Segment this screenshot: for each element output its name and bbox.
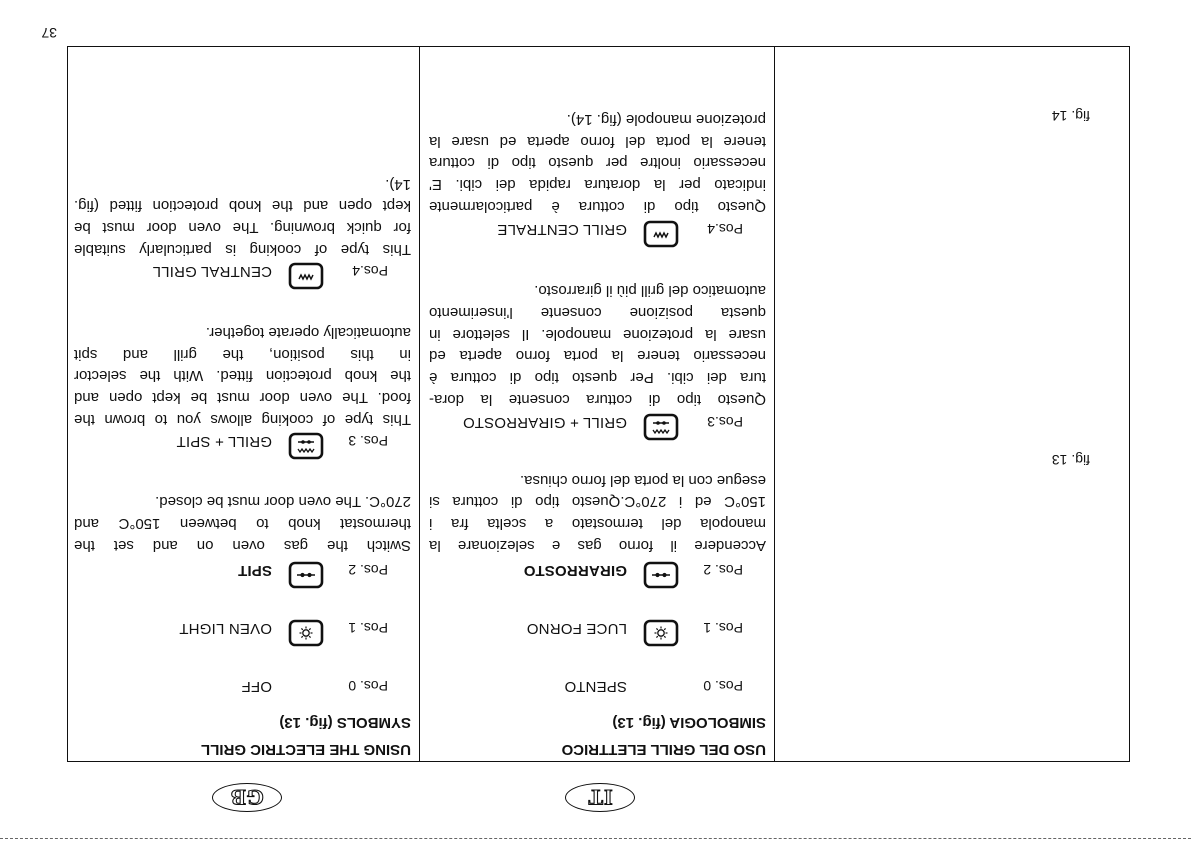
- paragraph-line: necessario inoltre per questo tipo di cottura: [429, 154, 766, 172]
- paragraph-line: 14).: [385, 175, 411, 193]
- position-4-description: [74, 173, 411, 260]
- position-label: GRILL CENTRALE: [497, 221, 627, 238]
- paragraph-line: food. The oven door must be kept open and: [74, 389, 411, 407]
- position-label: SPIT: [237, 562, 272, 579]
- paragraph-line: the knob protection fitted. With the selector: [74, 367, 411, 385]
- position-4-description: [429, 108, 766, 217]
- spit-icon: [288, 561, 324, 589]
- position-4-row: [420, 220, 775, 248]
- grill-spit-icon: [643, 413, 679, 441]
- paragraph-line: 270°C. The oven door must be closed.: [155, 493, 411, 511]
- paragraph-line: tura dei cibi. Per questo tipo di cottura è: [429, 369, 766, 387]
- paragraph-line: Questo tipo di cottura consente la dora-: [429, 391, 766, 408]
- paragraph-line: protezione manopole (fig. 14).: [566, 110, 766, 128]
- position-1-row: [65, 619, 420, 647]
- position-number: Pos. 3: [348, 433, 388, 449]
- italian-column: [420, 46, 775, 762]
- central-grill-icon: [288, 262, 324, 290]
- position-4-row: [65, 262, 420, 290]
- paragraph-line: tenere la porta del forno aperta ed usare la: [429, 132, 766, 150]
- position-number: Pos.4: [707, 221, 743, 237]
- paragraph-line: automatically operate together.: [205, 323, 411, 341]
- position-2-description: [429, 469, 766, 556]
- page-number: 37: [41, 25, 57, 41]
- position-label: SPENTO: [564, 678, 627, 695]
- english-column: [65, 46, 420, 762]
- section-subtitle: SIMBOLOGIA (fig. 13): [612, 714, 766, 731]
- position-3-row: [65, 432, 420, 460]
- position-2-row: [65, 561, 420, 589]
- position-label: GRILL + SPIT: [176, 433, 272, 450]
- light-bulb-icon: [288, 619, 324, 647]
- position-2-description: [74, 491, 411, 556]
- spit-icon: [643, 561, 679, 589]
- figure-13-caption: fig. 13: [1051, 452, 1090, 468]
- paragraph-line: questa posizione consente l'inserimento: [429, 303, 766, 321]
- position-label: CENTRAL GRILL: [152, 263, 272, 280]
- position-label: GRILL + GIRARROSTO: [462, 414, 627, 431]
- paragraph-line: necessario tenere la porta forno aperta ed: [429, 347, 766, 365]
- paragraph-line: kept open and the knob protection fitted (fig.: [74, 197, 411, 215]
- paragraph-line: esegue con la porta del forno chiusa.: [520, 471, 766, 489]
- paragraph-line: for quick browning. The oven door must be: [74, 219, 411, 237]
- figure-14-caption: fig. 14: [1051, 108, 1090, 124]
- paragraph-line: in this position, the grill and spit: [74, 345, 411, 363]
- position-number: Pos. 0: [348, 678, 388, 694]
- language-badge-gb: GB: [212, 783, 282, 812]
- position-number: Pos. 2: [703, 562, 743, 578]
- position-2-row: [420, 561, 775, 589]
- cut-line: [0, 838, 1191, 839]
- paragraph-line: Switch the gas oven on and set the: [74, 537, 411, 554]
- paragraph-line: Accendere il forno gas e selezionare la: [429, 537, 766, 554]
- central-grill-icon: [643, 220, 679, 248]
- position-number: Pos. 1: [348, 620, 388, 636]
- position-3-description: [429, 279, 766, 410]
- position-number: Pos. 2: [348, 562, 388, 578]
- section-subtitle: SYMBOLS (fig. 13): [279, 714, 411, 731]
- position-label: OFF: [241, 678, 272, 695]
- position-label: OVEN LIGHT: [179, 620, 272, 637]
- paragraph-line: manopola del termostato a scelta fra i: [429, 515, 766, 533]
- position-1-row: [420, 619, 775, 647]
- paragraph-line: usare la protezione manopole. Il selettore in: [429, 325, 766, 343]
- paragraph-line: thermostat knob to between 150°C and: [74, 515, 411, 533]
- paragraph-line: This type of cooking is particularly suitable: [74, 241, 411, 258]
- paragraph-line: indicato per la doratura rapida dei cibi. E': [429, 176, 766, 194]
- paragraph-line: Questo tipo di cottura è particolarmente: [429, 198, 766, 215]
- figures-column: [775, 46, 1130, 762]
- section-title: USO DEL GRILL ELETTRICO: [561, 741, 766, 758]
- language-badge-it: IT: [565, 783, 635, 812]
- position-label: LUCE FORNO: [526, 620, 627, 637]
- position-number: Pos.3: [707, 414, 743, 430]
- position-0-row: [65, 677, 420, 705]
- grill-spit-icon: [288, 432, 324, 460]
- position-3-description: [74, 321, 411, 430]
- section-title: USING THE ELECTRIC GRILL: [201, 741, 411, 758]
- position-number: Pos. 1: [703, 620, 743, 636]
- position-3-row: [420, 413, 775, 441]
- position-0-row: [420, 677, 775, 705]
- position-label: GIRARROSTO: [523, 562, 627, 579]
- position-number: Pos. 0: [703, 678, 743, 694]
- paragraph-line: This type of cooking allows you to brown the: [74, 411, 411, 428]
- paragraph-line: automatico del grill più il girarrosto.: [534, 282, 766, 300]
- paragraph-line: 150°C ed i 270°C.Questo tipo di cottura si: [429, 493, 766, 511]
- position-number: Pos.4: [352, 263, 388, 279]
- light-bulb-icon: [643, 619, 679, 647]
